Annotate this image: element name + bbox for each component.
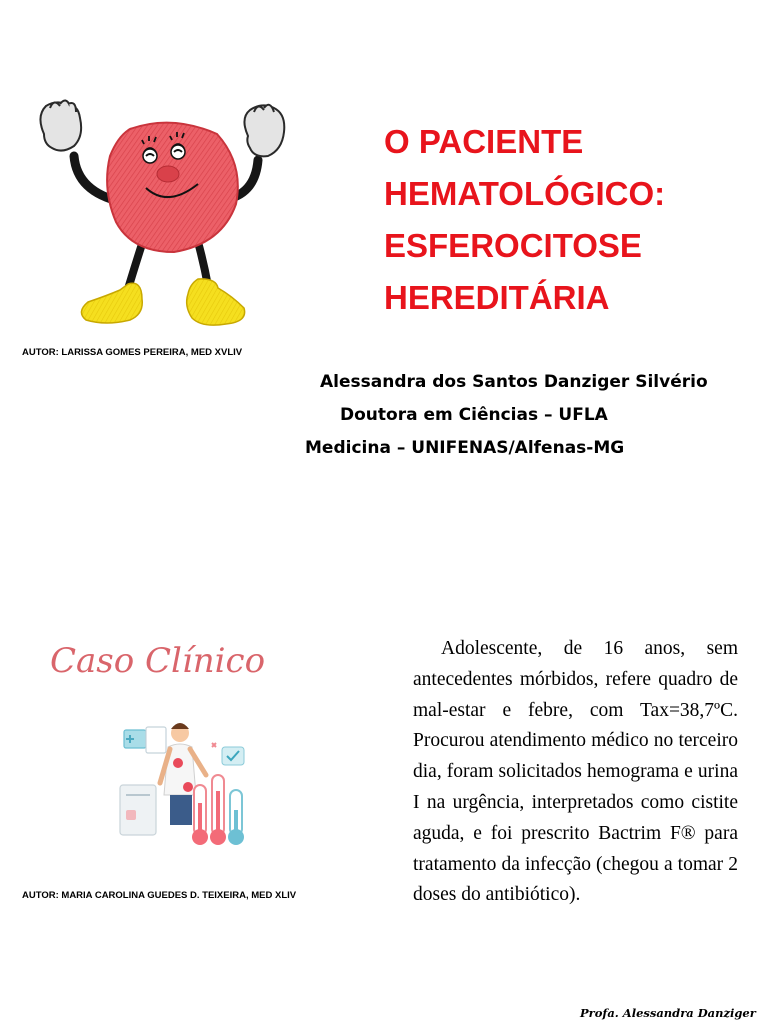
- author-name: Alessandra dos Santos Danziger Silvério: [320, 372, 708, 392]
- author-degree: Doutora em Ciências – UFLA: [340, 405, 608, 425]
- title-line: HEREDITÁRIA: [384, 279, 610, 316]
- illustration-credit: AUTOR: MARIA CAROLINA GUEDES D. TEIXEIRA, MED XLIV: [22, 890, 297, 901]
- author-affiliation: Medicina – UNIFENAS/Alfenas-MG: [305, 438, 625, 458]
- illustration-credit: AUTOR: LARISSA GOMES PEREIRA, MED XVLIV: [22, 347, 243, 358]
- clinical-case-illustration: [20, 615, 350, 885]
- caso-clinico-heading: Caso Clínico: [50, 641, 266, 681]
- page-title: [384, 116, 744, 324]
- signature: Profa. Alessandra Danziger: [580, 1006, 756, 1020]
- red-blood-cell-illustration: [22, 74, 298, 340]
- title-line: HEMATOLÓGICO:: [384, 175, 666, 212]
- title-line: O PACIENTE: [384, 123, 584, 160]
- case-description: Adolescente, de 16 anos, sem antecedentes mórbidos, refere quadro de mal-estar e febre, com Tax=38,7ºC. Procurou atendimento médico no terceiro dia, foram solicitados hemograma e urina I na urgência, interpretados como cistite aguda, e foi prescrito Bactrim F® para tratamento da infecção (chegou a tomar 2 doses do antibiótico).: [413, 638, 738, 906]
- title-line: ESFEROCITOSE: [384, 227, 642, 264]
